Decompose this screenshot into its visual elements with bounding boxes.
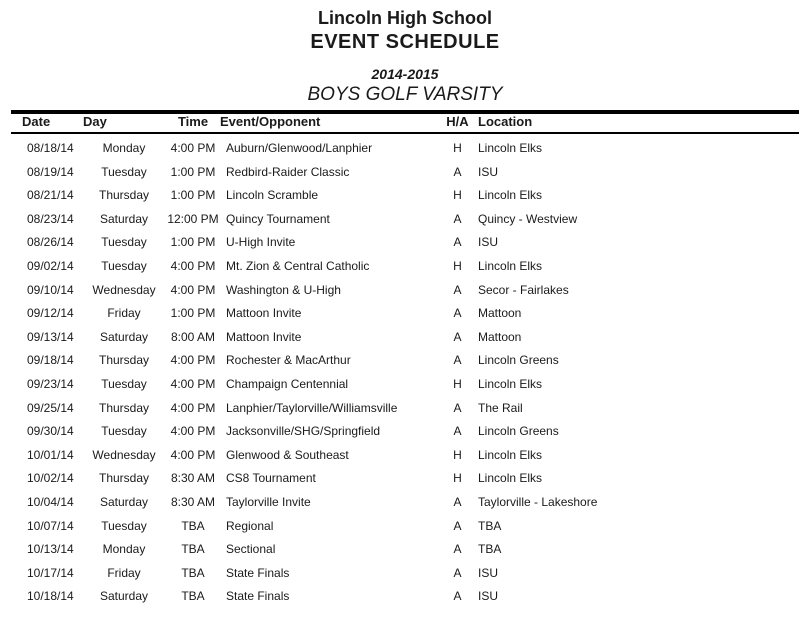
event-cell: Redbird-Raider Classic [226,164,350,179]
day-cell: Saturday [99,494,149,509]
day-cell: Tuesday [101,424,147,439]
time-cell: TBA [181,589,205,604]
day-cell: Tuesday [101,235,147,250]
location-cell: TBA [478,518,502,533]
ha-cell: H [453,376,462,391]
event-cell: State Finals [226,565,290,580]
ha-cell: A [453,353,462,368]
time-cell: 8:30 AM [170,471,216,486]
time-cell: 4:00 PM [170,258,216,273]
ha-cell: H [453,471,462,486]
event-cell: Sectional [226,542,276,557]
header-rule [11,132,799,134]
ha-cell: A [453,306,462,321]
column-header-date: Date [22,114,51,129]
time-cell: 4:00 PM [170,282,216,297]
column-header-day: Day [83,114,107,129]
table-row [0,210,800,234]
event-cell: U-High Invite [226,235,296,250]
date-cell: 09/25/14 [27,400,74,415]
location-cell: Lincoln Elks [478,141,543,155]
table-row [0,375,800,399]
location-cell: TBA [478,542,502,557]
location-cell: ISU [478,565,499,580]
ha-cell: A [453,400,462,415]
day-cell: Friday [107,565,141,580]
column-header-event: Event/Opponent [220,114,321,129]
location-cell: The Rail [478,400,523,415]
time-cell: TBA [181,518,205,533]
day-cell: Tuesday [101,376,147,391]
column-header-time: Time [177,114,209,129]
date-cell: 10/13/14 [27,542,74,557]
table-row [0,446,800,470]
table-row [0,328,800,352]
day-cell: Friday [107,306,141,321]
season-label: 2014-2015 [371,66,439,82]
ha-cell: A [453,282,462,297]
date-cell: 08/26/14 [27,235,74,250]
table-row [0,517,800,541]
location-cell: Secor - Fairlakes [478,282,569,297]
table-row [0,399,800,423]
ha-cell: A [453,589,462,604]
date-cell: 09/12/14 [27,306,74,321]
table-row [0,139,800,163]
date-cell: 09/18/14 [27,353,74,368]
day-cell: Wednesday [92,447,156,462]
date-cell: 08/18/14 [27,141,74,155]
location-cell: Lincoln Elks [478,188,543,203]
date-cell: 09/13/14 [27,329,74,344]
ha-cell: A [453,211,462,226]
ha-cell: H [453,141,462,155]
table-row [0,564,800,588]
day-cell: Tuesday [101,518,147,533]
table-row [0,469,800,493]
table-rows [0,139,800,611]
ha-cell: A [453,235,462,250]
table-row [0,304,800,328]
day-cell: Monday [102,542,146,557]
day-cell: Thursday [98,353,150,368]
event-cell: Taylorville Invite [226,494,311,509]
time-cell: 1:00 PM [170,188,216,203]
time-cell: 4:00 PM [170,376,216,391]
event-cell: Jacksonville/SHG/Springfield [226,424,381,439]
location-cell: ISU [478,235,499,250]
location-cell: Mattoon [478,306,522,321]
ha-cell: A [453,329,462,344]
time-cell: 4:00 PM [170,141,216,155]
event-cell: State Finals [226,589,290,604]
location-cell: Quincy - Westview [478,211,578,226]
time-cell: 8:30 AM [170,494,216,509]
ha-cell: H [453,258,462,273]
day-cell: Saturday [99,589,149,604]
day-cell: Thursday [98,188,150,203]
column-header-location: Location [478,114,533,129]
location-cell: Lincoln Greens [478,424,559,439]
table-row [0,540,800,564]
location-cell: Taylorville - Lakeshore [478,494,598,509]
table-row [0,587,800,611]
event-cell: Rochester & MacArthur [226,353,351,368]
location-cell: ISU [478,589,499,604]
day-cell: Thursday [98,400,150,415]
time-cell: 1:00 PM [170,306,216,321]
time-cell: 4:00 PM [170,353,216,368]
time-cell: 1:00 PM [170,235,216,250]
event-cell: Auburn/Glenwood/Lanphier [226,141,373,155]
day-cell: Tuesday [101,258,147,273]
event-cell: CS8 Tournament [226,471,316,486]
date-cell: 09/23/14 [27,376,74,391]
table-row [0,257,800,281]
ha-cell: A [453,518,462,533]
location-cell: Lincoln Greens [478,353,559,368]
event-cell: Quincy Tournament [226,211,330,226]
date-cell: 10/04/14 [27,494,74,509]
event-cell: Lincoln Scramble [226,188,319,203]
date-cell: 09/10/14 [27,282,74,297]
location-cell: Mattoon [478,329,522,344]
date-cell: 10/18/14 [27,589,74,604]
time-cell: TBA [181,542,205,557]
time-cell: 4:00 PM [170,447,216,462]
date-cell: 10/17/14 [27,565,74,580]
table-row [0,422,800,446]
date-cell: 08/19/14 [27,164,74,179]
ha-cell: A [453,494,462,509]
location-cell: Lincoln Elks [478,447,543,462]
day-cell: Thursday [98,471,150,486]
table-row [0,186,800,210]
event-cell: Champaign Centennial [226,376,349,391]
day-cell: Tuesday [101,164,147,179]
day-cell: Wednesday [92,282,156,297]
table-row [0,233,800,257]
location-cell: ISU [478,164,499,179]
location-cell: Lincoln Elks [478,258,543,273]
column-header-ha: H/A [446,114,469,129]
date-cell: 09/02/14 [27,258,74,273]
day-cell: Monday [102,141,146,155]
time-cell: 4:00 PM [170,400,216,415]
time-cell: TBA [181,565,205,580]
date-cell: 09/30/14 [27,424,74,439]
time-cell: 1:00 PM [170,164,216,179]
table-row [0,163,800,187]
ha-cell: H [453,188,462,203]
team-label: BOYS GOLF VARSITY [307,84,503,105]
event-cell: Regional [226,518,274,533]
date-cell: 10/02/14 [27,471,74,486]
ha-cell: A [453,164,462,179]
ha-cell: A [453,424,462,439]
table-row [0,493,800,517]
day-cell: Saturday [99,329,149,344]
event-cell: Mattoon Invite [226,306,302,321]
date-cell: 10/01/14 [27,447,74,462]
date-cell: 08/21/14 [27,188,74,203]
event-cell: Glenwood & Southeast [226,447,349,462]
time-cell: 4:00 PM [170,424,216,439]
event-cell: Mattoon Invite [226,329,302,344]
table-row [0,281,800,305]
ha-cell: H [453,447,462,462]
event-cell: Mt. Zion & Central Catholic [226,258,370,273]
location-cell: Lincoln Elks [478,376,543,391]
date-cell: 08/23/14 [27,211,74,226]
document-title: EVENT SCHEDULE [310,31,500,53]
location-cell: Lincoln Elks [478,471,543,486]
ha-cell: A [453,542,462,557]
school-name: Lincoln High School [318,8,492,28]
day-cell: Saturday [99,211,149,226]
ha-cell: A [453,565,462,580]
date-cell: 10/07/14 [27,518,74,533]
table-header-row [0,113,800,131]
time-cell: 12:00 PM [167,211,219,226]
table-row [0,351,800,375]
event-cell: Washington & U-High [226,282,341,297]
event-cell: Lanphier/Taylorville/Williamsville [226,400,398,415]
time-cell: 8:00 AM [170,329,216,344]
